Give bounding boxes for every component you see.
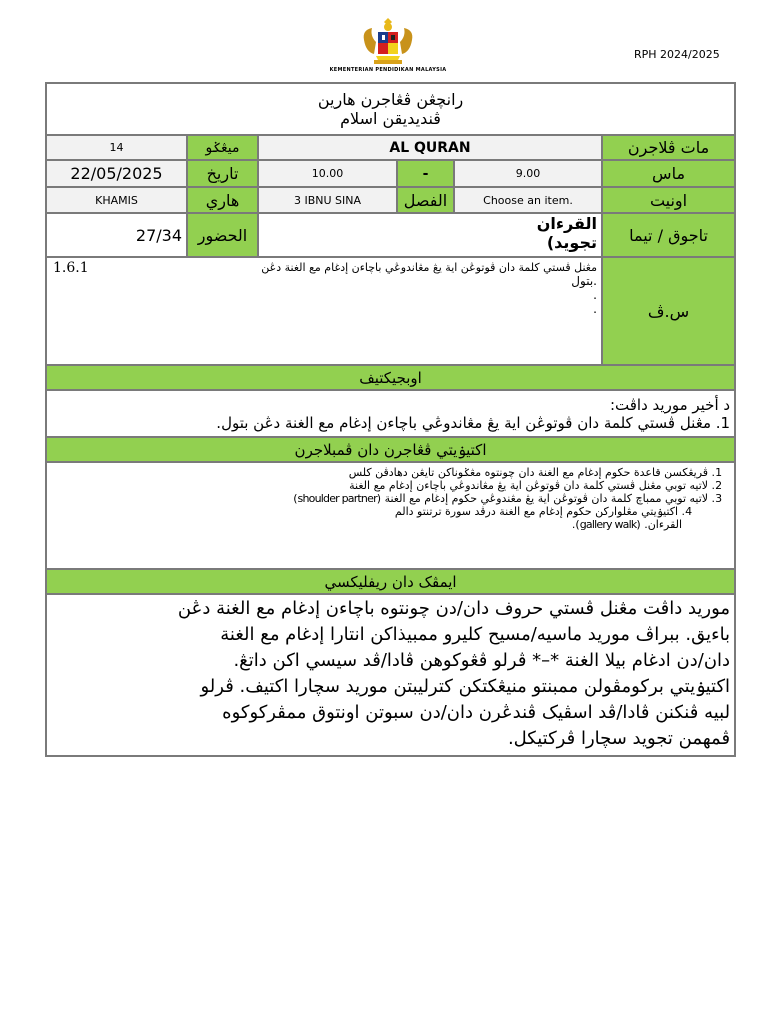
reflection-line-2: باءيق. ببراڤ موريد ماسيه/مسيح كليرو ممبيذاكن انتارا إدغام مع الغنة xyxy=(220,624,731,645)
attendance-value: 27/34 xyxy=(46,213,187,257)
title-cell xyxy=(46,83,735,135)
ministry-logo xyxy=(318,18,458,80)
topic-line-1: القرءان xyxy=(536,214,597,233)
reflection-line-6: ڤمهمن تجويد سچارا ڤركتيكل. xyxy=(507,728,731,749)
week-label: ميڠݢو xyxy=(187,135,258,160)
topic-line-2: تجويد) xyxy=(546,233,597,252)
class-value: 3 IBNU SINA xyxy=(258,187,397,213)
title-line-1: رانچڠن ڤڠاجرن هارين xyxy=(317,90,464,109)
attendance-label: الحضور xyxy=(187,213,258,257)
activity-item-5: القرءان. (gallery walk). xyxy=(571,518,683,531)
unit-label: اونيت xyxy=(602,187,735,213)
topic-row xyxy=(46,213,735,257)
sp-row xyxy=(46,257,735,365)
date-label: تاريخ xyxy=(187,160,258,187)
time-dash: - xyxy=(397,160,454,187)
subject-row xyxy=(46,135,735,160)
objective-line-2: 1. مڠنل ڤستي كلمة دان ڤوتوڠن اية يڠ مڠاندوڠي باچاءن إدغام مع الغنة دڠن بتول. xyxy=(216,413,731,432)
sp-line-3: . xyxy=(593,288,597,302)
day-value: KHAMIS xyxy=(46,187,187,213)
end-time: 10.00 xyxy=(258,160,397,187)
activity-item-2: 2. لاتيه توبي مڠنل ڤستي كلمة دان ڤوتوڠن اية يڠ مڠاندوڠي باچاءن إدغام مع الغنة xyxy=(349,479,723,492)
unit-dropdown[interactable]: Choose an item. xyxy=(454,187,602,213)
class-label: الفصل xyxy=(397,187,454,213)
sp-line-1: مڠنل ڤستي كلمة دان ڤوتوڠن اية يڠ مڠاندوڠي باچاءن إدغام مع الغنة دڠن xyxy=(261,261,597,274)
activities-header: اكتيۏيتي ڤڠاجرن دان ڤمبلاجرن xyxy=(46,437,735,462)
sp-code: 1.6.1 xyxy=(53,260,89,276)
activity-item-3: 3. لاتيه توبي ممباچ كلمة دان ڤوتوڠن اية يڠ مڠندوڠي حكوم إدغام مع الغنة (shoulder partner) xyxy=(293,492,723,505)
start-time: 9.00 xyxy=(454,160,602,187)
activity-item-1: 1. ڤريڠكسن قاعدة حكوم إدغام مع الغنة دان چونتوه مڠݢوناكن تايڠن دهادڤن كلس xyxy=(348,466,723,479)
objective-content xyxy=(46,390,735,437)
reflection-row xyxy=(46,594,735,756)
objective-header-row xyxy=(46,365,735,390)
objective-row xyxy=(46,390,735,437)
title-row xyxy=(46,83,735,135)
reflection-header-row xyxy=(46,569,735,594)
unit-row xyxy=(46,187,735,213)
topic-value xyxy=(258,213,602,257)
title-line-2: ڤنديديقن اسلام xyxy=(340,109,441,128)
activities-row xyxy=(46,462,735,569)
reflection-line-4: اكتيۏيتي بركومڤولن ممبنتو منيڠكتكن كترليبتن موريد سچارا اكتيف. ڤرلو xyxy=(200,676,731,697)
sp-content xyxy=(46,257,602,365)
reflection-line-3: دان/دن ادغام بيلا الغنة *–* ڤرلو ڤڠوكوهن ڤادا/ڤد سيسي اكن داتڠ. xyxy=(233,650,731,671)
ministry-name: KEMENTERIAN PENDIDIKAN MALAYSIA xyxy=(329,67,447,73)
reflection-content xyxy=(46,594,735,756)
reflection-header: ايمڤک دان ريفليکسي xyxy=(46,569,735,594)
sp-line-2: .بتول xyxy=(571,274,597,288)
objective-header: اوبجيكتيف xyxy=(46,365,735,390)
lesson-plan-table xyxy=(45,82,736,757)
reflection-line-1: موريد داڤت مڠنل ڤستي حروف دان/دن چونتوه باچاءن إدغام مع الغنة دڠن xyxy=(177,598,731,619)
date-value: 22/05/2025 xyxy=(46,160,187,187)
reflection-line-5: لبيه ڤنكنن ڤادا/ڤد اسڤيک ڤندڠرن دان/دن سبوتن اونتوق ممڤركوكوه xyxy=(222,702,731,723)
objective-line-1: د أخير موريد داڤت: xyxy=(609,395,731,414)
topic-label: تاجوق / تيما xyxy=(602,213,735,257)
activities-header-row xyxy=(46,437,735,462)
week-value: 14 xyxy=(46,135,187,160)
time-label: ماس xyxy=(602,160,735,187)
activities-content xyxy=(46,462,735,569)
day-label: هاري xyxy=(187,187,258,213)
activity-item-4: 4. اكتيۏيتي مڠلواركن حكوم إدغام مع الغنة درڤد سورة ترتنتو دالم xyxy=(394,505,693,518)
time-row xyxy=(46,160,735,187)
sp-label: س.ڤ xyxy=(602,257,735,365)
coat-of-arms-icon xyxy=(358,18,418,66)
subject-value: AL QURAN xyxy=(258,135,602,160)
rph-label: RPH 2024/2025 xyxy=(634,48,720,61)
sp-line-4: . xyxy=(593,302,597,316)
subject-label: مات ڤلاجرن xyxy=(602,135,735,160)
